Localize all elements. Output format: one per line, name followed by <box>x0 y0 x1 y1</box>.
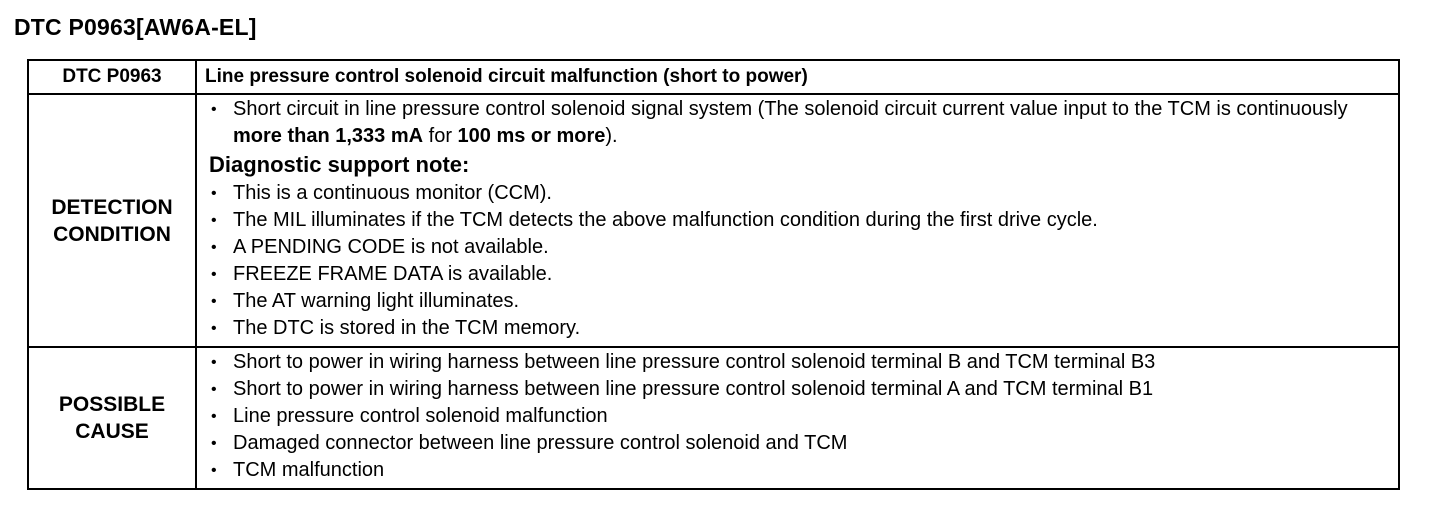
detection-text-2: for <box>423 125 458 147</box>
list-item <box>207 430 1394 457</box>
diagnostic-notes-list <box>207 180 1394 342</box>
bullet-icon: • <box>211 239 217 256</box>
possible-cause-label <box>28 347 196 489</box>
detection-main-item <box>207 96 1394 150</box>
bullet-icon: • <box>211 212 217 229</box>
list-item <box>207 315 1394 342</box>
detection-label-line2: CONDITION <box>53 222 171 246</box>
list-item <box>207 234 1394 261</box>
possible-cause-list <box>207 349 1394 484</box>
bullet-icon: • <box>211 320 217 337</box>
note-text: FREEZE FRAME DATA is available. <box>233 263 553 285</box>
list-item <box>207 288 1394 315</box>
detection-condition-content <box>196 94 1399 347</box>
cause-label-line2: CAUSE <box>75 420 149 443</box>
bullet-icon: • <box>211 101 217 118</box>
bullet-icon: • <box>211 185 217 202</box>
detection-threshold-time: 100 ms or more <box>457 125 606 147</box>
detection-text-3: ). <box>605 125 618 147</box>
note-text: The AT warning light illuminates. <box>233 290 520 312</box>
list-item <box>207 403 1394 430</box>
bullet-icon: • <box>211 381 217 398</box>
cause-label-line1: POSSIBLE <box>58 393 166 416</box>
detection-threshold-current: more than 1,333 mA <box>233 125 424 147</box>
dtc-code-cell: DTC P0963 <box>28 60 196 94</box>
detection-condition-label <box>28 94 196 347</box>
note-text: The MIL illuminates if the TCM detects the above malfunction condition during the first drive cycle. <box>233 209 1098 231</box>
bullet-icon: • <box>211 462 217 479</box>
dtc-description-cell: Line pressure control solenoid circuit malfunction (short to power) <box>196 60 1399 94</box>
cause-text: Short to power in wiring harness between line pressure control solenoid terminal A and TCM terminal B1 <box>233 378 1154 400</box>
cause-text: Line pressure control solenoid malfunction <box>233 405 608 427</box>
list-item <box>207 261 1394 288</box>
bullet-icon: • <box>211 408 217 425</box>
possible-cause-row <box>28 347 1399 489</box>
detection-main-list <box>207 96 1394 150</box>
table-header-row <box>28 60 1399 94</box>
list-item <box>207 180 1394 207</box>
bullet-icon: • <box>211 293 217 310</box>
cause-text: Short to power in wiring harness between line pressure control solenoid terminal B and TCM terminal B3 <box>233 351 1156 373</box>
list-item <box>207 207 1394 234</box>
bullet-icon: • <box>211 354 217 371</box>
possible-cause-content <box>196 347 1399 489</box>
bullet-icon: • <box>211 435 217 452</box>
dtc-table <box>27 59 1400 490</box>
detection-condition-row <box>28 94 1399 347</box>
page-title: DTC P0963[AW6A-EL] <box>14 14 257 40</box>
cause-text: TCM malfunction <box>233 459 385 481</box>
list-item <box>207 349 1394 376</box>
note-text: This is a continuous monitor (CCM). <box>233 182 552 204</box>
detection-text-1: Short circuit in line pressure control solenoid signal system (The solenoid circuit current value input to the TCM is continuously <box>233 98 1348 120</box>
bullet-icon: • <box>211 266 217 283</box>
diagnostic-note-heading: Diagnostic support note: <box>209 152 470 177</box>
list-item <box>207 376 1394 403</box>
list-item <box>207 457 1394 484</box>
note-text: The DTC is stored in the TCM memory. <box>233 317 581 339</box>
detection-label-line1: DETECTION <box>51 195 173 219</box>
cause-text: Damaged connector between line pressure control solenoid and TCM <box>233 432 848 454</box>
note-text: A PENDING CODE is not available. <box>233 236 549 258</box>
